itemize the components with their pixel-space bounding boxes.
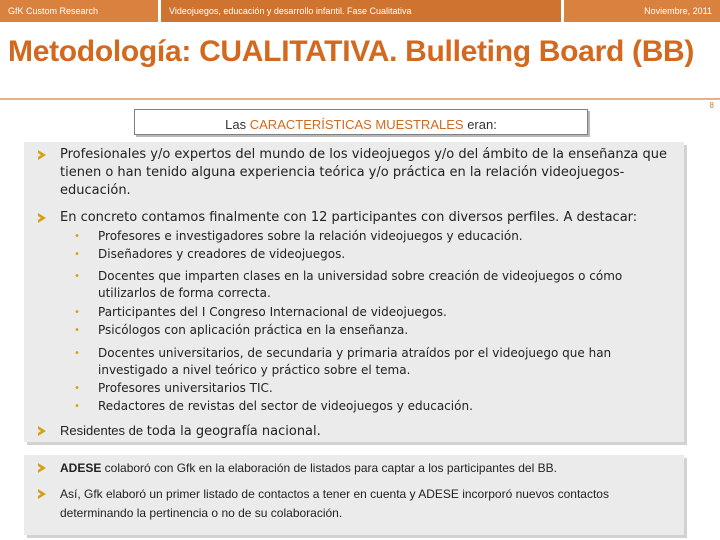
list-item: • Diseñadores y creadores de videojuegos. <box>74 247 346 261</box>
header-date: Noviembre, 2011 <box>564 0 720 22</box>
header-company: GfK Custom Research <box>0 0 158 22</box>
list-item: • Psicólogos con aplicación práctica en la enseñanza. <box>74 323 409 337</box>
contacts-text: Así, Gfk elaboró un primer listado de contactos a tener en cuenta y ADESE incorporó nuevos contactos determinando la pertinencia o no de su colaboración. <box>60 487 609 520</box>
sample-box-prefix: Las <box>225 117 250 132</box>
bullet-dot-icon: • <box>74 348 80 359</box>
bullet-dot-icon: • <box>74 249 80 260</box>
arrow-right-icon <box>38 489 46 499</box>
arrow-right-icon <box>38 213 46 223</box>
list-item: • Docentes universitarios, de secundaria y primaria atraídos por el videojuego que han investigado a nivel teórico y práctico sobre el tema. <box>74 346 612 377</box>
sample-box-suffix: eran: <box>463 117 497 132</box>
arrow-right-icon <box>38 426 46 436</box>
bullet-dot-icon: • <box>74 271 80 282</box>
residents-rest: toda la geografía nacional. <box>146 424 321 439</box>
bullet-dot-icon: • <box>74 401 80 412</box>
sample-box-highlight: CARACTERÍSTICAS MUESTRALES <box>249 117 464 132</box>
header-bar <box>0 0 720 22</box>
point-text: Profesionales y/o expertos del mundo de los videojuegos y/o del ámbito de la enseñanza que tienen o han tenido alguna experiencia teórica y/o práctica en la relación videojuegos-educación. <box>60 147 668 198</box>
header-project: Videojuegos, educación y desarrollo infantil. Fase Cualitativa <box>161 0 561 22</box>
point-contacts <box>38 485 674 523</box>
sample-characteristics-box <box>134 109 588 135</box>
bullet-dot-icon: • <box>74 307 80 318</box>
bullet-dot-icon: • <box>74 383 80 394</box>
arrow-right-icon <box>38 150 46 160</box>
adese-name: ADESE <box>60 461 102 475</box>
collaboration-panel <box>24 455 684 535</box>
list-item: • Profesores e investigadores sobre la relación videojuegos y educación. <box>74 229 523 243</box>
page-number: 8 <box>709 101 714 110</box>
main-content-panel <box>24 142 684 442</box>
slide-title: Metodología: CUALITATIVA. Bulleting Board (BB) <box>8 35 695 68</box>
list-item: • Profesores universitarios TIC. <box>74 381 273 395</box>
point-residents <box>38 422 674 441</box>
point-professionals <box>38 146 674 200</box>
residents-prefix: Residentes de <box>60 423 147 438</box>
list-item: • Docentes que imparten clases en la universidad sobre creación de videojuegos o cómo utilizarlos de forma correcta. <box>74 269 623 300</box>
point-text: En concreto contamos finalmente con 12 participantes con diversos perfiles. A destacar: <box>60 210 638 225</box>
title-divider <box>0 98 720 100</box>
list-item: • Redactores de revistas del sector de videojuegos y educación. <box>74 399 473 413</box>
adese-text: colaboró con Gfk en la elaboración de listados para captar a los participantes del BB. <box>101 461 557 475</box>
arrow-right-icon <box>38 463 46 473</box>
point-adese <box>38 459 674 478</box>
bullet-dot-icon: • <box>74 325 80 336</box>
point-participants <box>38 209 674 227</box>
list-item: • Participantes del I Congreso Internacional de videojuegos. <box>74 305 447 319</box>
bullet-dot-icon: • <box>74 231 80 242</box>
